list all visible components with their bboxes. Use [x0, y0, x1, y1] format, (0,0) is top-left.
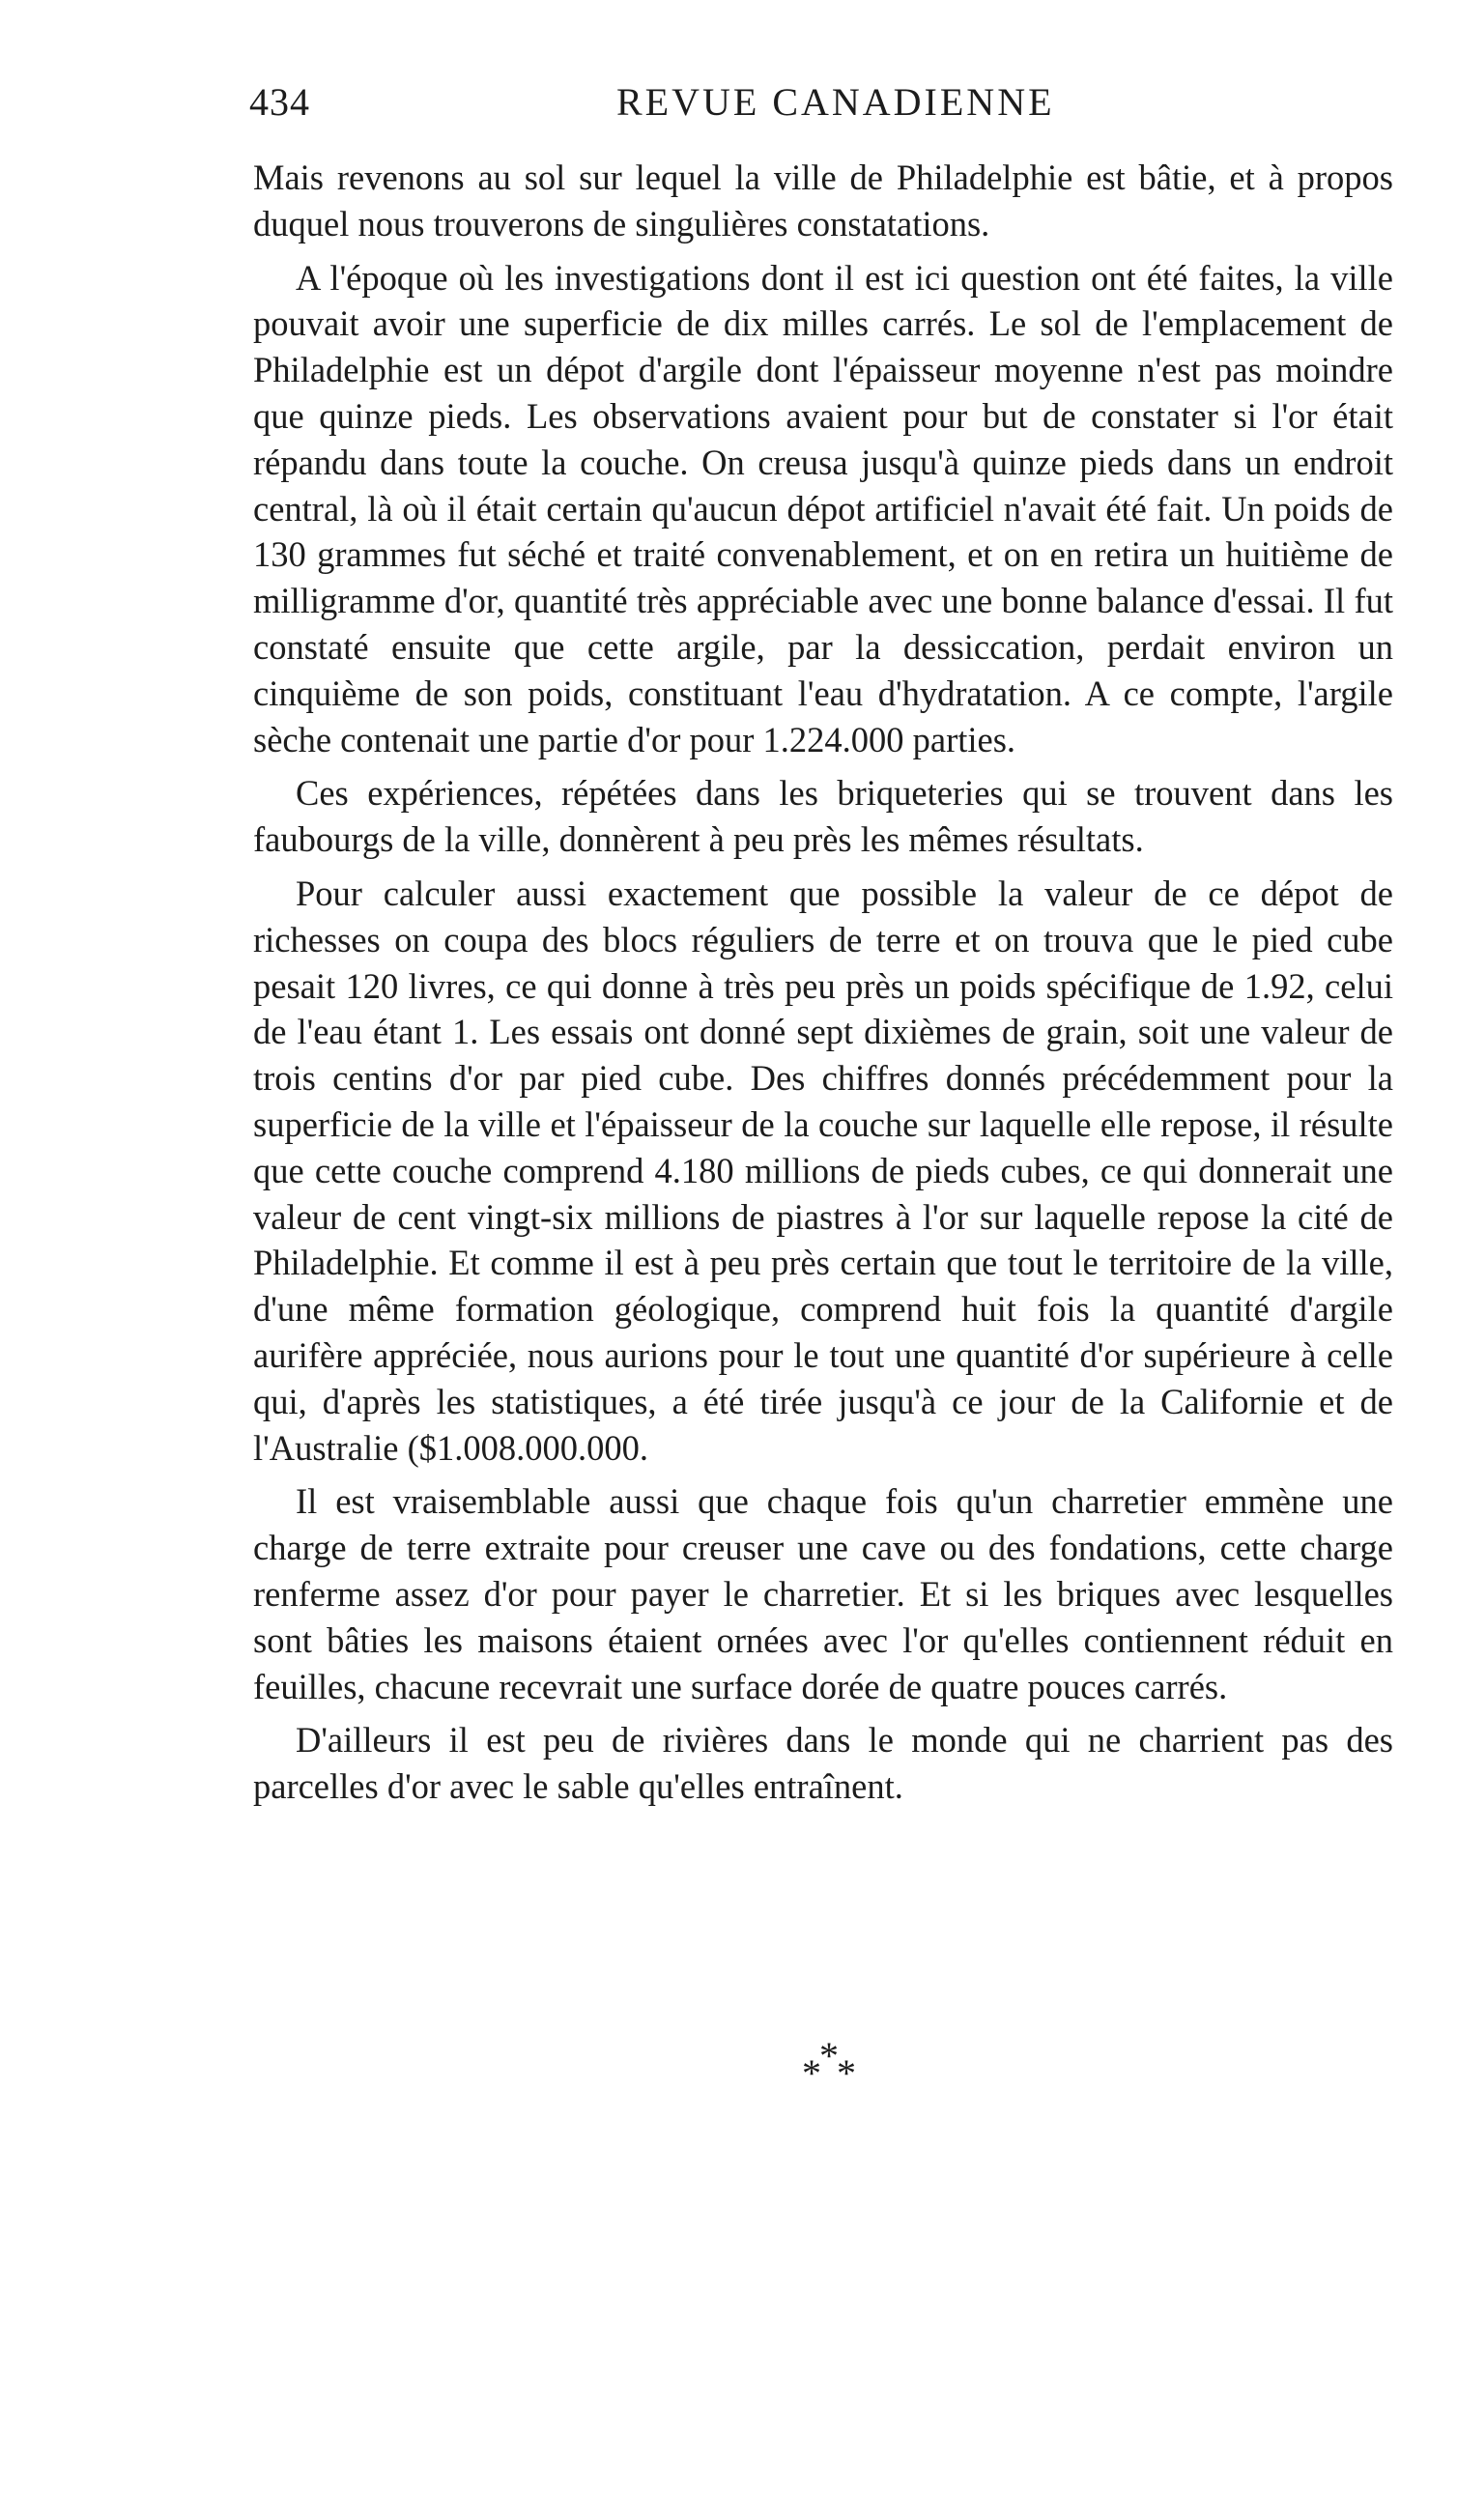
- page-header: [249, 79, 1080, 137]
- page-number: 434: [249, 80, 310, 124]
- asterism-star: *: [837, 2051, 856, 2095]
- running-title: REVUE CANADIENNE: [616, 80, 1055, 124]
- asterism-star: *: [819, 2034, 839, 2077]
- asterism-star: *: [802, 2051, 821, 2095]
- paragraph: Pour calculer aussi exactement que possible la valeur de ce dépot de richesses on coupa des blocs réguliers de terre et on trouva que le pied cube pesait 120 livres, ce qui donne à très peu près un poids spécifique de 1.92, celui de l'eau étant 1. Les essais ont donné sept dixièmes de grain, soit une valeur de trois centins d'or par pied cube. Des chiffres donnés précédemment pour la superficie de la ville et l'épaisseur de la couche sur laquelle elle repose, il résulte que cette couche comprend 4.180 millions de pieds cubes, ce qui donnerait une valeur de cent vingt-six millions de piastres à l'or sur laquelle repose la cité de Philadelphie. Et comme il est à peu près certain que tout le territoire de la ville, d'une même formation géologique, comprend huit fois la quantité d'argile aurifère appréciée, nous aurions pour le tout une quantité d'or supérieure à celle qui, d'après les statistiques, a été tirée jusqu'à ce jour de la Californie et de l'Australie ($1.008.000.000.: [253, 873, 1393, 1468]
- article-body: [253, 155, 1393, 1818]
- paragraph: A l'époque où les investigations dont il est ici question ont été faites, la ville pouvait avoir une superficie de dix milles carrés. Le sol de l'emplacement de Philadelphie est un dépot d'argile dont l'épaisseur moyenne n'est pas moindre que quinze pieds. Les observations avaient pour but de constater si l'or était répandu dans toute la couche. On creusa jusqu'à quinze pieds dans un endroit central, là où il était certain qu'aucun dépot artificiel n'avait été fait. Un poids de 130 grammes fut séché et traité convenablement, et on en retira un huitième de milligramme d'or, quantité très appréciable avec une bonne balance d'essai. Il fut constaté ensuite que cette argile, par la dessiccation, perdait environ un cinquième de son poids, constituant l'eau d'hydratation. A ce compte, l'argile sèche contenait une partie d'or pour 1.224.000 parties.: [253, 257, 1393, 759]
- paragraph: Il est vraisemblable aussi que chaque fois qu'un charretier emmène une charge de terre extraite pour creuser une cave ou des fondations, cette charge renferme assez d'or pour payer le charretier. Et si les briques avec lesquelles sont bâties les maisons étaient ornées avec l'or qu'elles contiennent réduit en feuilles, chacune recevrait une surface dorée de quatre pouces carrés.: [253, 1481, 1393, 1706]
- paragraph: Ces expériences, répétées dans les briqueteries qui se trouvent dans les faubourgs de la ville, donnèrent à peu près les mêmes résultats.: [253, 773, 1393, 860]
- section-break-asterism: [802, 2033, 899, 2095]
- paragraph: Mais revenons au sol sur lequel la ville de Philadelphie est bâtie, et à propos duquel nous trouverons de singulières constatations.: [253, 158, 1393, 243]
- paragraph: D'ailleurs il est peu de rivières dans le monde qui ne charrient pas des parcelles d'or avec le sable qu'elles entraînent.: [253, 1720, 1393, 1807]
